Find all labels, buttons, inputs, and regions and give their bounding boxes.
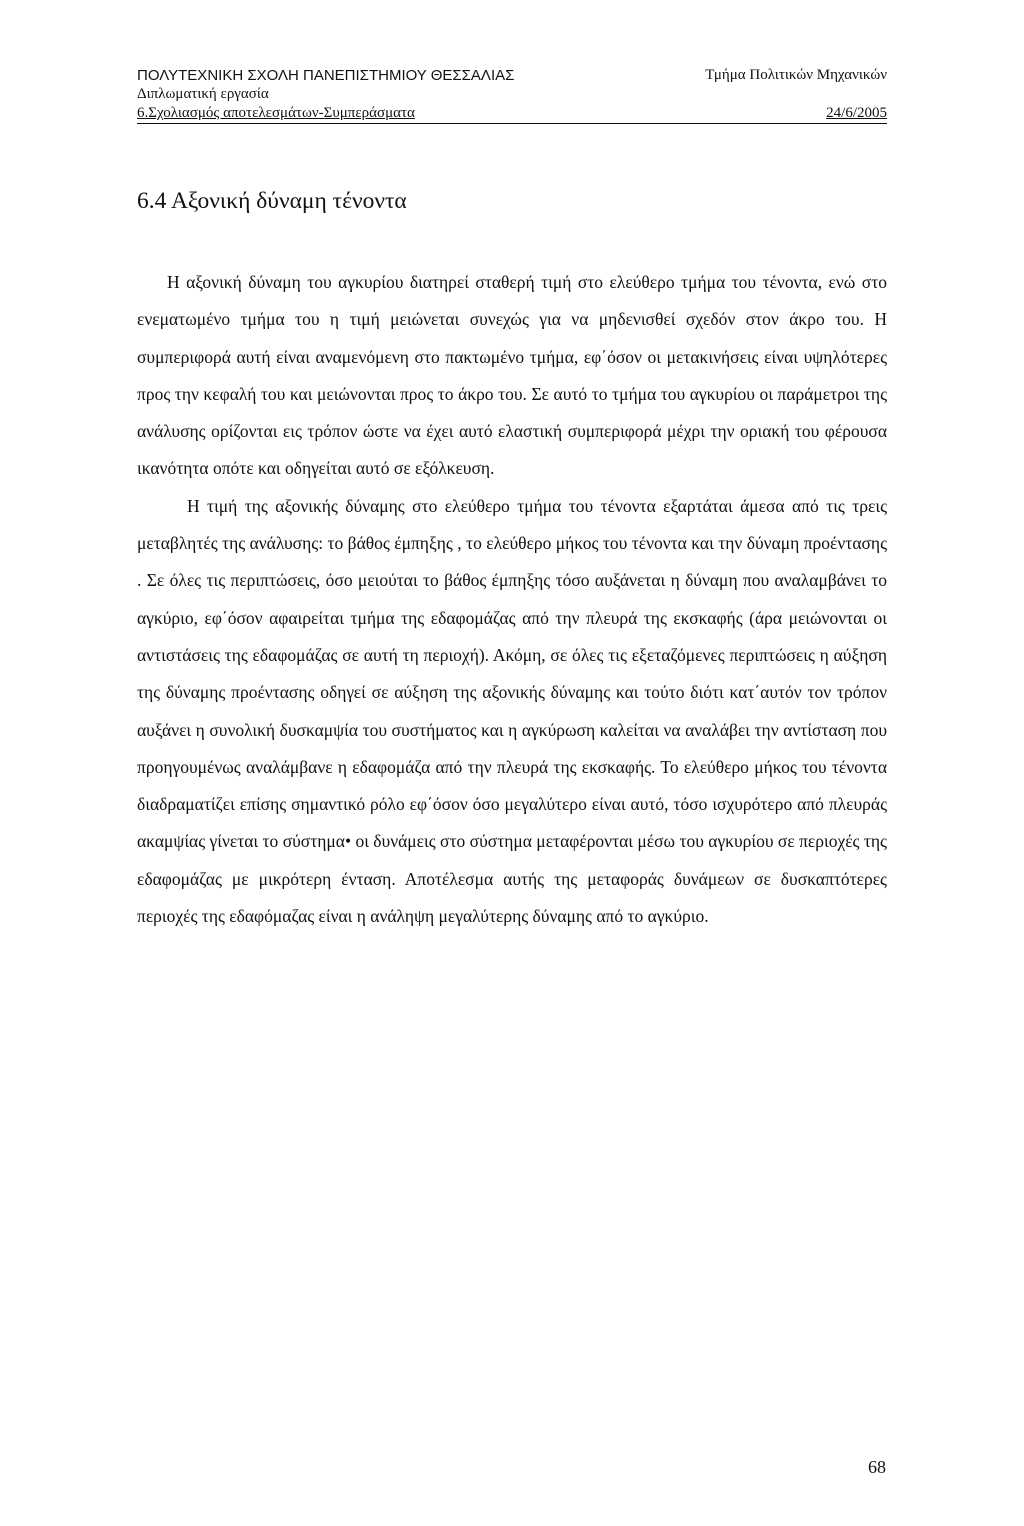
- header-date: 24/6/2005: [826, 105, 887, 121]
- page-number: 68: [868, 1457, 886, 1477]
- page-header: [137, 66, 887, 124]
- department-name: Τμήμα Πολιτικών Μηχανικών: [705, 67, 887, 83]
- document-type: Διπλωματική εργασία: [137, 86, 269, 102]
- header-row-chapter: [137, 104, 887, 124]
- header-row-institution: [137, 66, 887, 85]
- paragraph: Η τιμή της αξονικής δύναμης στο ελεύθερο τμήμα του τένοντα εξαρτάται άμεσα από τις τρεις μεταβλητές της ανάλυσης: το βάθος έμπηξης , το ελεύθερο μήκος του τένοντα και την δύναμη προέντασης . Σε όλες τις περιπτώσεις, όσο μειούται το βάθος έμπηξης τόσο αυξάνεται η δύναμη που αναλαμβάνει το αγκύριο, εφ΄όσον αφαιρείται τμήμα της εδαφομάζας από την πλευρά της εκσκαφής (άρα μειώνονται οι αντιστάσεις της εδαφομάζας σε αυτή τη περιοχή). Ακόμη, σε όλες τις εξεταζόμενες περιπτώσεις η αύξηση της δύναμης προέντασης οδηγεί σε αύξηση της αξονικής δύναμης και τούτο διότι κατ΄αυτόν τον τρόπον αυξάνει η συνολική δυσκαμψία του συστήματος και η αγκύρωση καλείται να αναλάβει την αντίσταση που προηγουμένως αναλάμβανε η εδαφομάζα από την πλευρά της εκσκαφής. Το ελεύθερο μήκος του τένοντα διαδραματίζει επίσης σημαντικό ρόλο εφ΄όσον όσο μεγαλύτερο είναι αυτό, τόσο ισχυρότερο από πλευράς ακαμψίας γίνεται το σύστημα• οι δυνάμεις στο σύστημα μεταφέρονται μέσω του αγκυρίου σε περιοχές της εδαφομάζας με μικρότερη ένταση. Αποτέλεσμα αυτής της μεταφοράς δυνάμεων σε δυσκαπτότερες περιοχές της εδαφόμαζας είναι η ανάληψη μεγαλύτερης δύναμης από το αγκύριο.: [137, 495, 887, 927]
- chapter-title: 6.Σχολιασμός αποτελεσμάτων-Συμπεράσματα: [137, 105, 415, 121]
- school-name: ΠΟΛΥΤΕΧΝΙΚΗ ΣΧΟΛΗ ΠΑΝΕΠΙΣΤΗΜΙΟΥ ΘΕΣΣΑΛΙΑΣ: [137, 67, 515, 84]
- paragraph: Η αξονική δύναμη του αγκυρίου διατηρεί σταθερή τιμή στο ελεύθερο τμήμα του τένοντα, ενώ στο ενεματωμένο τμήμα του η τιμή μειώνεται συνεχώς για να μηδενισθεί σχεδόν στον άκρο του. Η συμπεριφορά αυτή είναι αναμενόμενη στο πακτωμένο τμήμα, εφ΄όσον οι μετακινήσεις είναι υψηλότερες προς την κεφαλή του και μειώνονται προς το άκρο του. Σε αυτό το τμήμα του αγκυρίου οι παράμετροι της ανάλυσης ορίζονται εις τρόπον ώστε να έχει αυτό ελαστική συμπεριφορά μέχρι την οριακή του φέρουσα ικανότητα οπότε και οδηγείται αυτό σε εξόλκευση.: [137, 272, 887, 479]
- section-title: 6.4 Αξονική δύναμη τένοντα: [137, 188, 407, 214]
- header-row-doc-type: [137, 85, 887, 104]
- body-text: [137, 264, 887, 935]
